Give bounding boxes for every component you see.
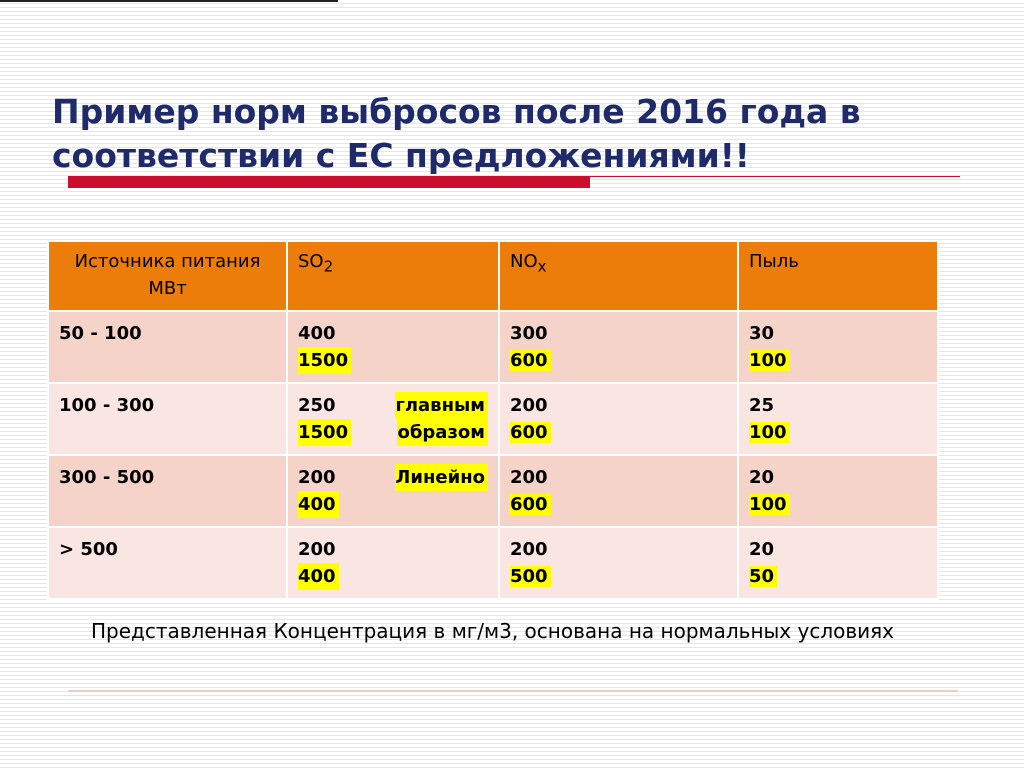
cell-source: 100 - 300 (48, 383, 287, 455)
cell-dust (738, 311, 938, 383)
so2-note-a: главным (395, 392, 488, 419)
so2-value-a: 200 (298, 467, 336, 488)
so2-note-b: образом (397, 419, 488, 446)
so2-value-b: 1500 (298, 419, 351, 446)
so2-note-a (485, 320, 488, 347)
so2-value-b: 400 (298, 491, 339, 518)
so2-note-b (485, 563, 488, 590)
so2-note-a: Линейно (395, 464, 488, 491)
nox-value-b: 600 (510, 350, 551, 371)
nox-value-a: 200 (510, 395, 548, 416)
emission-limits-table (47, 240, 939, 600)
table-row (48, 383, 938, 455)
nox-value-b: 500 (510, 566, 551, 587)
dust-value-b: 50 (749, 566, 777, 587)
cell-so2 (287, 455, 499, 527)
cell-so2 (287, 311, 499, 383)
cell-dust (738, 383, 938, 455)
table-header-row (48, 241, 938, 311)
nox-value-b: 600 (510, 422, 551, 443)
nox-value-a: 200 (510, 467, 548, 488)
slide-title (52, 90, 952, 178)
dust-value-b: 100 (749, 350, 790, 371)
cell-nox (499, 311, 738, 383)
title-accent-rule (590, 176, 960, 177)
cell-source: > 500 (48, 527, 287, 599)
so2-value-a: 200 (298, 539, 336, 560)
cell-nox (499, 383, 738, 455)
slide-title-line-1: Пример норм выбросов после 2016 года в (52, 92, 861, 131)
dust-value-a: 30 (749, 323, 775, 344)
header-so2-base: SO (298, 251, 324, 272)
table-row (48, 311, 938, 383)
cell-dust (738, 455, 938, 527)
header-source: Источника питания МВт (48, 241, 287, 311)
footnote: Представленная Концентрация в мг/м3, основана на нормальных условиях (91, 619, 895, 643)
so2-note-a (485, 536, 488, 563)
nox-value-a: 200 (510, 539, 548, 560)
nox-value-a: 300 (510, 323, 548, 344)
header-so2-sub: 2 (323, 257, 334, 276)
so2-note-b (485, 491, 488, 518)
slide-title-line-2: соответствии с ЕС предложениями!! (52, 136, 750, 175)
nox-value-b: 600 (510, 494, 551, 515)
so2-note-b (485, 347, 488, 374)
so2-value-a: 400 (298, 323, 336, 344)
cell-source: 300 - 500 (48, 455, 287, 527)
top-divider (0, 0, 338, 2)
title-accent-bar (68, 176, 590, 188)
dust-value-b: 100 (749, 422, 790, 443)
header-nox-base: NO (510, 251, 538, 272)
header-nox-sub: x (537, 257, 547, 276)
cell-nox (499, 527, 738, 599)
header-dust: Пыль (738, 241, 938, 311)
cell-so2 (287, 383, 499, 455)
so2-value-a: 250 (298, 395, 336, 416)
dust-value-b: 100 (749, 494, 790, 515)
bottom-divider (68, 690, 958, 692)
cell-nox (499, 455, 738, 527)
cell-dust (738, 527, 938, 599)
so2-value-b: 400 (298, 563, 339, 590)
header-nox (499, 241, 738, 311)
cell-source: 50 - 100 (48, 311, 287, 383)
header-so2 (287, 241, 499, 311)
table-row (48, 455, 938, 527)
dust-value-a: 25 (749, 395, 775, 416)
cell-so2 (287, 527, 499, 599)
dust-value-a: 20 (749, 539, 775, 560)
table-row (48, 527, 938, 599)
dust-value-a: 20 (749, 467, 775, 488)
so2-value-b: 1500 (298, 347, 351, 374)
